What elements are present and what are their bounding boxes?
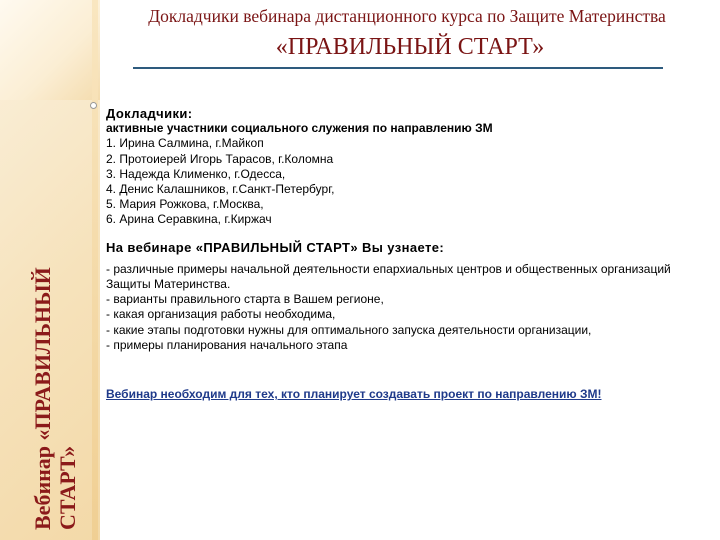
speaker-item: 4. Денис Калашников, г.Санкт-Петербург, <box>106 182 335 197</box>
vertical-title-line2: СТАРТ» <box>55 445 80 530</box>
learn-list <box>106 262 710 353</box>
learn-heading: На вебинаре «ПРАВИЛЬНЫЙ СТАРТ» Вы узнаете: <box>106 239 445 255</box>
vertical-title-line1: Вебинар «ПРАВИЛЬНЫЙ <box>30 267 55 530</box>
learn-item: - варианты правильного старта в Вашем регионе, <box>106 292 384 307</box>
speaker-item: 3. Надежда Клименко, г.Одесса, <box>106 166 286 181</box>
speaker-item: 2. Протоиерей Игорь Тарасов, г.Коломна <box>106 151 334 166</box>
side-stripe <box>92 0 98 540</box>
learn-item: - примеры планирования начального этапа <box>106 337 348 352</box>
learn-item: - различные примеры начальной деятельности епархиальных центров и общественных организаций Защиты Материнства. <box>106 261 671 292</box>
header-divider <box>133 67 663 69</box>
speakers-section <box>106 106 710 228</box>
learn-item: - какая организация работы необходима, <box>106 307 336 322</box>
page-title: Докладчики вебинара дистанционного курса по Защите Материнства <box>148 6 666 26</box>
learn-item: - какие этапы подготовки нужны для оптимального запуска деятельности организации, <box>106 322 592 337</box>
content-area <box>106 106 710 414</box>
call-to-action-link[interactable]: Вебинар необходим для тех, кто планирует создавать проект по направлению ЗМ! <box>106 387 602 402</box>
speaker-item: 1. Ирина Салмина, г.Майкоп <box>106 136 264 151</box>
side-panel <box>0 0 100 540</box>
learn-section <box>106 240 710 353</box>
bullet-icon <box>90 102 97 109</box>
page-subtitle: «ПРАВИЛЬНЫЙ СТАРТ» <box>275 34 545 60</box>
vertical-title <box>30 230 80 530</box>
speaker-item: 6. Арина Серавкина, г.Киржач <box>106 212 272 227</box>
speakers-heading: Докладчики: <box>106 106 193 121</box>
speaker-item: 5. Мария Рожкова, г.Москва, <box>106 197 264 212</box>
speakers-intro: активные участники социального служения по направлению ЗМ <box>106 121 493 136</box>
page-fold-decoration <box>0 0 100 100</box>
